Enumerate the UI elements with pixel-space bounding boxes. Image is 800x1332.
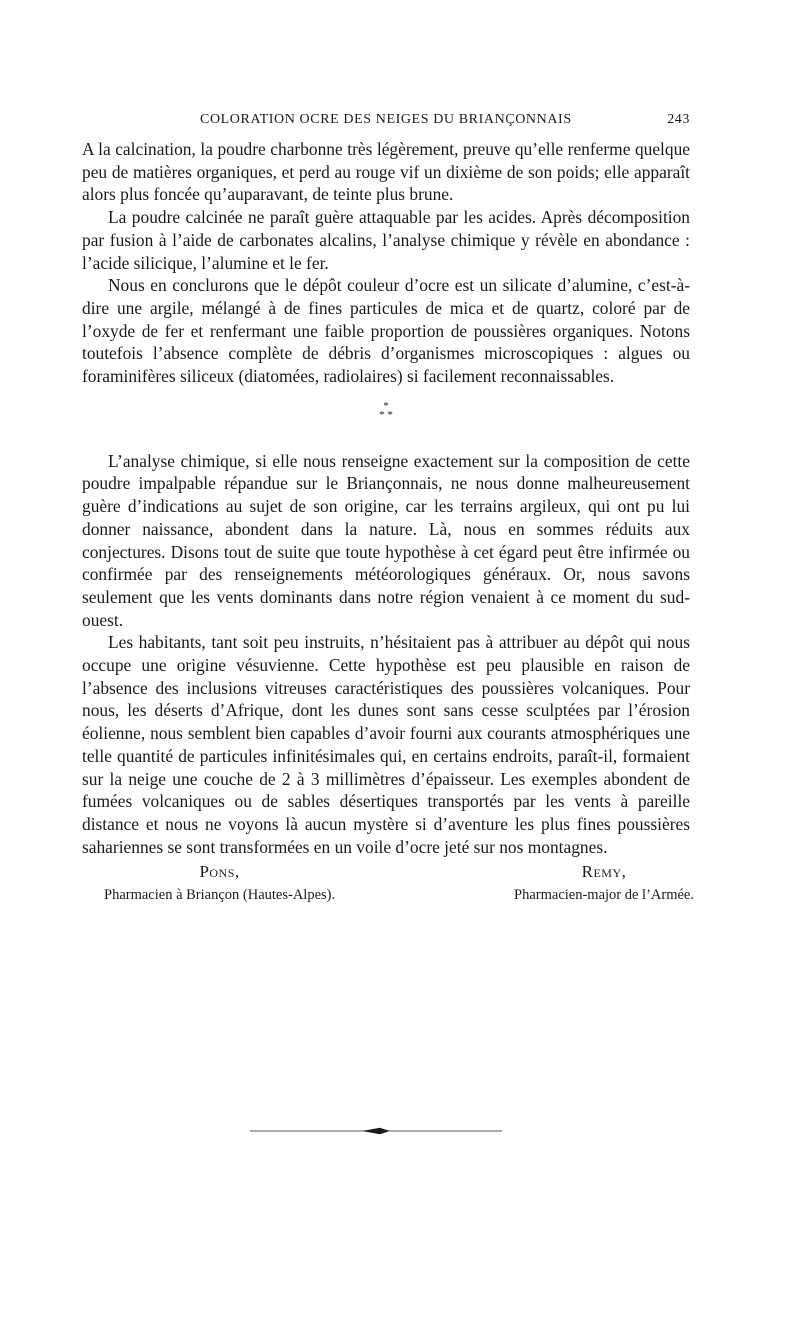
running-title: COLORATION OCRE DES NEIGES DU BRIANÇONNAIS bbox=[200, 112, 572, 127]
signature-role: Pharmacien-major de l’Armée. bbox=[514, 887, 694, 904]
page bbox=[82, 112, 694, 906]
signatures bbox=[82, 860, 694, 906]
paragraph: Nous en conclurons que le dépôt couleur d’ocre est un silicate d’alumine, c’est-à-dire une argile, mélangé à de fines particules de mica et de quartz, coloré par de l’oxyde de fer et renfermant une faible proportion de poussières organiques. Notons toutefois l’absence complète de débris d’organismes microscopiques : algues ou foraminifères siliceux (diatomées, radiolaires) si facilement reconnaissables. bbox=[82, 275, 690, 387]
section-asterism bbox=[82, 399, 690, 421]
signature-name: Pons, bbox=[199, 862, 240, 882]
signature-pons bbox=[104, 860, 335, 906]
paragraph: L’analyse chimique, si elle nous renseigne exactement sur la composition de cette poudre impalpable répandue sur le Briançonnais, ne nous donne malheureusement guère d’indications au sujet de son origine, car les terrains argileux, qui ont pu lui donner naissance, abondent dans la nature. Là, nous en sommes réduits aux conjectures. Disons tout de suite que toute hypothèse à cet égard peut être infirmée ou confirmée par des renseignements météorologiques généraux. Or, nous savons seulement que les vents dominants dans notre région venaient à ce moment du sud-ouest. bbox=[82, 450, 690, 630]
end-ornament-rule bbox=[250, 1126, 502, 1136]
paragraph: La poudre calcinée ne paraît guère attaquable par les acides. Après décomposition par fusion à l’aide de carbonates alcalins, l’analyse chimique y révèle en abondance : l’acide silicique, l’alumine et le fer. bbox=[82, 207, 690, 273]
page-number: 243 bbox=[667, 112, 690, 127]
signature-remy bbox=[514, 860, 694, 906]
signature-name: Remy, bbox=[581, 862, 627, 882]
running-header bbox=[82, 112, 690, 128]
signature-role: Pharmacien à Briançon (Hautes-Alpes). bbox=[104, 887, 336, 904]
paragraph: A la calcination, la poudre charbonne très légèrement, preuve qu’elle renferme quelque peu de matières organiques, et perd au rouge vif un dixième de son poids; elle apparaît alors plus foncée qu’auparavant, de teinte plus brune. bbox=[82, 139, 690, 205]
asterism-top: * bbox=[383, 399, 389, 412]
asterism-bottom: * * bbox=[379, 408, 393, 421]
paragraph: Les habitants, tant soit peu instruits, n’hésitaient pas à attribuer au dépôt qui nous occupe une origine vésuvienne. Cette hypothèse est peu plausible en raison de l’absence des inclusions vitreuses caractéristiques des poussières volcaniques. Pour nous, les déserts d’Afrique, dont les dunes sont sans cesse sculptées par l’érosion éolienne, nous semblent bien capables d’avoir fourni aux courants atmosphériques une telle quantité de particules infinitésimales qui, en certains endroits, paraît-il, formaient sur la neige une couche de 2 à 3 millimètres d’épaisseur. Les exemples abondent de fumées volcaniques ou de sables désertiques transportés par les vents à pareille distance et nous ne voyons là aucun mystère si d’aventure les plus fines poussières sahariennes se sont transformées en un voile d’ocre jeté sur nos montagnes. bbox=[82, 632, 690, 857]
